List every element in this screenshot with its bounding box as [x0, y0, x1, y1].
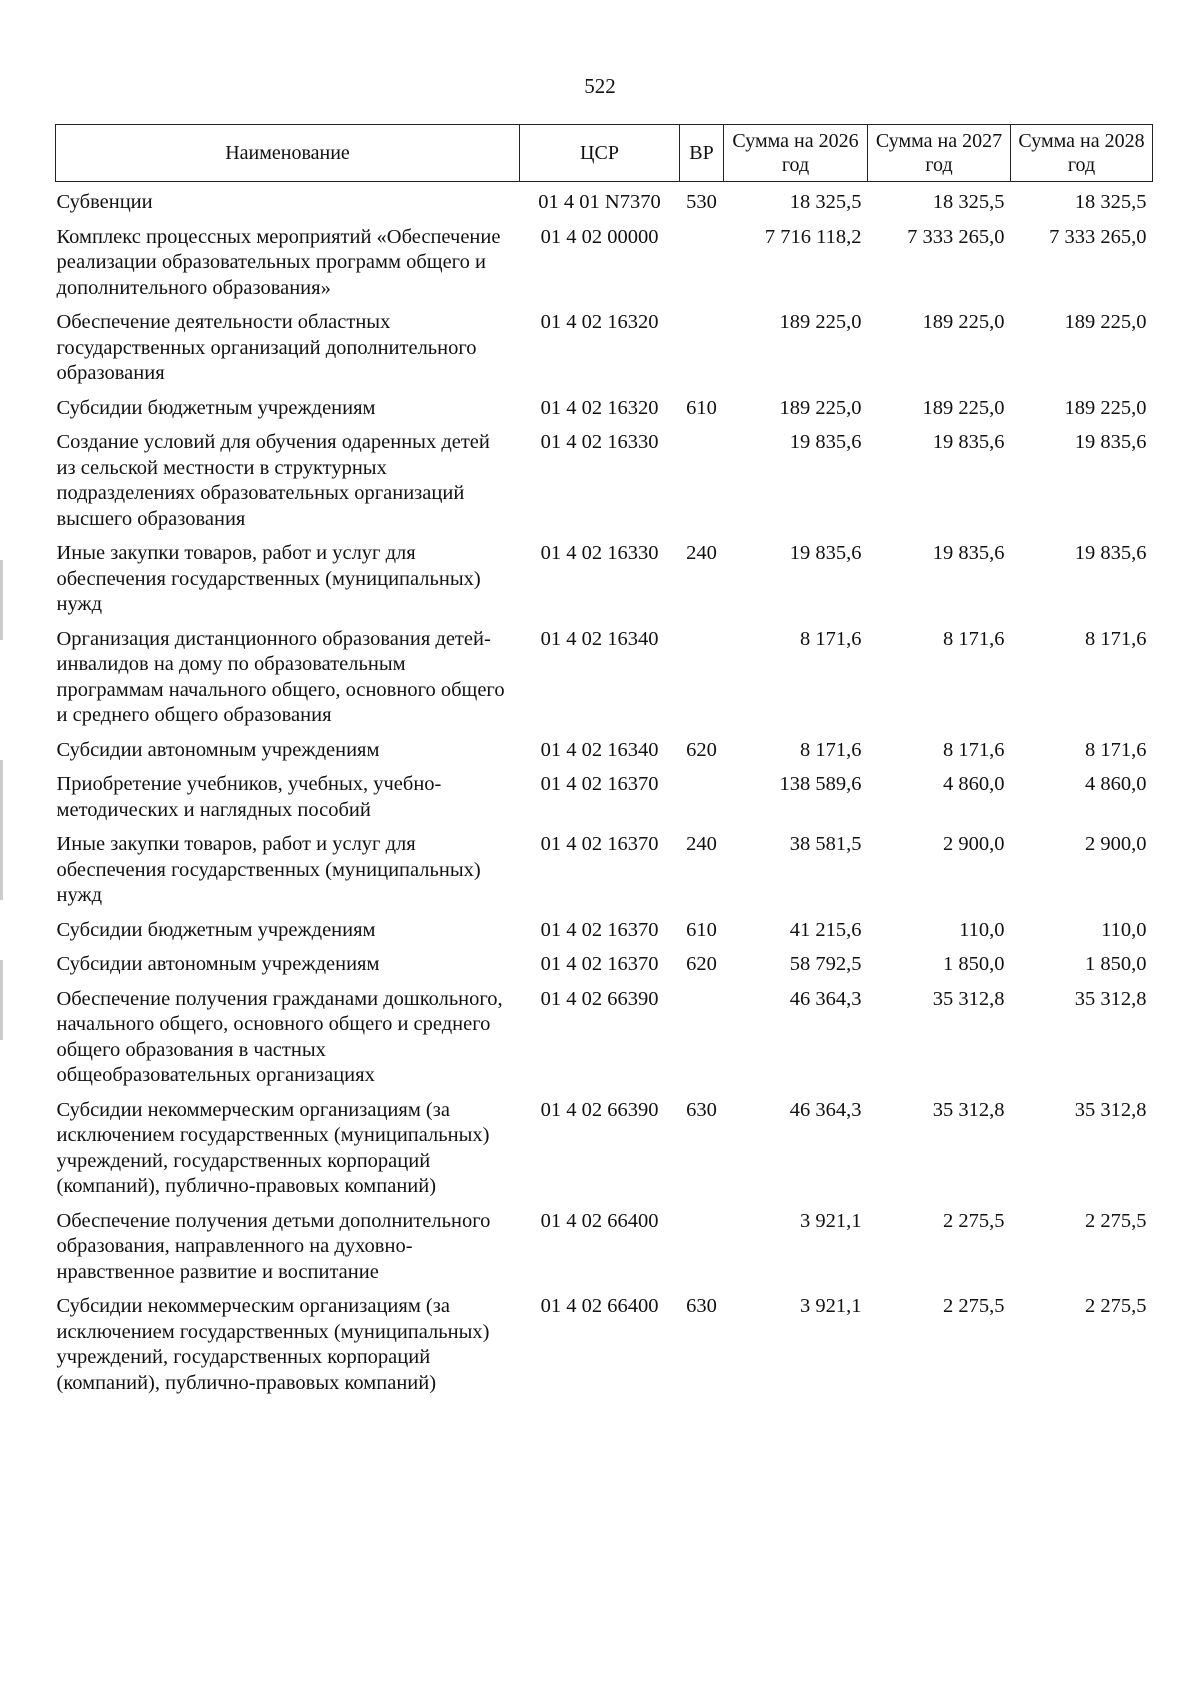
- cell-name: Субсидии автономным учреждениям: [56, 738, 380, 761]
- cell-sum-2027: 2 275,5: [943, 1209, 1005, 1232]
- cell-vr: [680, 984, 724, 1095]
- table-row: [56, 427, 1153, 538]
- cell-sum-2026: 18 325,5: [789, 191, 862, 213]
- table-row: [56, 182, 1153, 222]
- cell-csr: 01 4 02 16340: [540, 627, 659, 650]
- cell-sum-2027: 2 275,5: [943, 1295, 1005, 1317]
- cell-sum-2026: 46 364,3: [789, 987, 862, 1010]
- cell-vr: [680, 307, 724, 393]
- cell-vr: 620: [686, 738, 717, 761]
- header-name: Наименование: [56, 125, 520, 182]
- cell-sum-2027: 2 900,0: [943, 833, 1005, 855]
- cell-sum-2026: 8 171,6: [800, 738, 862, 761]
- table-row: [56, 222, 1153, 308]
- cell-sum-2027: 19 835,6: [932, 431, 1005, 453]
- cell-csr: 01 4 02 16370: [540, 953, 659, 975]
- cell-vr: [680, 1206, 724, 1292]
- cell-name: Субсидии некоммерческим организациям (за исключением государственных (муниципальных) учреждений, государственных корпораций (компаний), публично-правовых компаний): [56, 1295, 490, 1394]
- cell-sum-2027: 1 850,0: [943, 953, 1005, 975]
- cell-sum-2026: 46 364,3: [789, 1098, 862, 1121]
- cell-vr: 240: [686, 542, 717, 564]
- table-row: [56, 984, 1153, 1095]
- cell-sum-2028: 18 325,5: [1074, 191, 1147, 213]
- cell-sum-2028: 189 225,0: [1064, 396, 1147, 419]
- cell-sum-2028: 2 275,5: [1085, 1295, 1147, 1317]
- cell-name: Обеспечение получения детьми дополнительного образования, направленного на духовно-нравственное развитие и воспитание: [56, 1209, 491, 1283]
- table-body: [56, 182, 1153, 1403]
- cell-sum-2026: 189 225,0: [779, 311, 862, 333]
- cell-vr: [680, 427, 724, 538]
- table-row: [56, 1291, 1153, 1402]
- cell-sum-2026: 19 835,6: [789, 542, 862, 564]
- cell-csr: 01 4 02 16370: [540, 918, 659, 941]
- cell-sum-2027: 7 333 265,0: [907, 225, 1005, 248]
- header-sum-2028: Сумма на 2028 год: [1011, 125, 1153, 182]
- cell-name: Организация дистанционного образования детей-инвалидов на дому по образовательным программам начального общего, основного общего и среднего общего образования: [56, 627, 505, 726]
- table-row: [56, 735, 1153, 770]
- cell-name: Создание условий для обучения одаренных детей из сельской местности в структурных подразделениях образовательных организаций высшего образования: [56, 431, 490, 530]
- cell-name: Комплекс процессных мероприятий «Обеспечение реализации образовательных программ общего и дополнительного образования»: [56, 225, 501, 299]
- cell-csr: 01 4 01 N7370: [538, 191, 661, 213]
- cell-vr: [680, 222, 724, 308]
- cell-csr: 01 4 02 66390: [540, 1098, 659, 1121]
- table-row: [56, 538, 1153, 624]
- cell-sum-2027: 8 171,6: [943, 738, 1005, 761]
- cell-sum-2027: 4 860,0: [943, 773, 1005, 795]
- table-row: [56, 1206, 1153, 1292]
- cell-sum-2026: 8 171,6: [800, 627, 862, 650]
- cell-sum-2028: 19 835,6: [1074, 542, 1147, 564]
- cell-sum-2027: 35 312,8: [932, 987, 1005, 1010]
- cell-csr: 01 4 02 16370: [540, 833, 659, 855]
- cell-vr: 620: [686, 953, 717, 975]
- cell-sum-2027: 35 312,8: [932, 1098, 1005, 1121]
- cell-sum-2028: 35 312,8: [1074, 987, 1147, 1010]
- cell-sum-2028: 35 312,8: [1074, 1098, 1147, 1121]
- cell-sum-2026: 3 921,1: [800, 1209, 862, 1232]
- cell-sum-2027: 189 225,0: [922, 311, 1005, 333]
- cell-name: Обеспечение деятельности областных государственных организаций дополнительного образования: [56, 311, 477, 384]
- cell-name: Субвенции: [56, 191, 153, 213]
- scan-edge-mark: [0, 960, 3, 1040]
- cell-sum-2026: 41 215,6: [789, 918, 862, 941]
- cell-name: Обеспечение получения гражданами дошкольного, начального общего, основного общего и среднего общего образования в частных общеобразовательных организациях: [56, 987, 503, 1086]
- cell-sum-2028: 7 333 265,0: [1049, 225, 1147, 248]
- cell-sum-2027: 110,0: [959, 918, 1005, 941]
- cell-csr: 01 4 02 16340: [540, 738, 659, 761]
- cell-sum-2028: 110,0: [1101, 918, 1147, 941]
- scan-edge-mark: [0, 760, 3, 900]
- cell-vr: 530: [686, 191, 717, 213]
- cell-sum-2028: 8 171,6: [1085, 627, 1147, 650]
- cell-sum-2027: 8 171,6: [943, 627, 1005, 650]
- cell-sum-2028: 4 860,0: [1085, 773, 1147, 795]
- cell-name: Субсидии некоммерческим организациям (за исключением государственных (муниципальных) учреждений, государственных корпораций (компаний), публично-правовых компаний): [56, 1098, 490, 1197]
- cell-vr: 240: [686, 833, 717, 855]
- cell-vr: 610: [686, 396, 717, 419]
- table-row: [56, 829, 1153, 915]
- header-sum-2026: Сумма на 2026 год: [724, 125, 868, 182]
- cell-csr: 01 4 02 16370: [540, 773, 659, 795]
- cell-sum-2028: 8 171,6: [1085, 738, 1147, 761]
- budget-table: [55, 124, 1153, 1402]
- cell-name: Иные закупки товаров, работ и услуг для обеспечения государственных (муниципальных) нужд: [56, 833, 481, 906]
- cell-sum-2026: 138 589,6: [779, 773, 862, 795]
- cell-vr: 630: [686, 1098, 717, 1121]
- cell-sum-2027: 19 835,6: [932, 542, 1005, 564]
- cell-csr: 01 4 02 16330: [540, 431, 659, 453]
- table-header-row: [56, 125, 1153, 182]
- cell-csr: 01 4 02 66390: [540, 987, 659, 1010]
- cell-sum-2026: 3 921,1: [800, 1295, 862, 1317]
- cell-csr: 01 4 02 66400: [540, 1209, 659, 1232]
- scan-edge-mark: [0, 560, 3, 640]
- table-row: [56, 915, 1153, 950]
- cell-vr: 610: [686, 918, 717, 941]
- cell-sum-2028: 19 835,6: [1074, 431, 1147, 453]
- table-row: [56, 307, 1153, 393]
- cell-name: Субсидии бюджетным учреждениям: [56, 918, 376, 941]
- cell-sum-2026: 58 792,5: [789, 953, 862, 975]
- header-vr: ВР: [680, 125, 724, 182]
- page-number: 522: [584, 74, 616, 98]
- cell-sum-2026: 38 581,5: [789, 833, 862, 855]
- cell-sum-2028: 2 275,5: [1085, 1209, 1147, 1232]
- cell-vr: [680, 624, 724, 735]
- cell-csr: 01 4 02 00000: [540, 225, 659, 248]
- cell-csr: 01 4 02 66400: [540, 1295, 659, 1317]
- cell-name: Иные закупки товаров, работ и услуг для обеспечения государственных (муниципальных) нужд: [56, 542, 481, 615]
- cell-csr: 01 4 02 16330: [540, 542, 659, 564]
- table-row: [56, 949, 1153, 984]
- table-row: [56, 624, 1153, 735]
- cell-sum-2028: 189 225,0: [1064, 311, 1147, 333]
- header-csr: ЦСР: [520, 125, 680, 182]
- header-sum-2027: Сумма на 2027 год: [868, 125, 1011, 182]
- table-row: [56, 393, 1153, 428]
- cell-name: Приобретение учебников, учебных, учебно-методических и наглядных пособий: [56, 773, 442, 821]
- cell-vr: [680, 769, 724, 829]
- cell-sum-2026: 19 835,6: [789, 431, 862, 453]
- cell-sum-2028: 2 900,0: [1085, 833, 1147, 855]
- cell-sum-2027: 18 325,5: [932, 191, 1005, 213]
- cell-name: Субсидии автономным учреждениям: [56, 953, 380, 975]
- cell-vr: 630: [686, 1295, 717, 1317]
- cell-name: Субсидии бюджетным учреждениям: [56, 396, 376, 419]
- cell-sum-2028: 1 850,0: [1085, 953, 1147, 975]
- cell-sum-2026: 189 225,0: [779, 396, 862, 419]
- cell-csr: 01 4 02 16320: [540, 311, 659, 333]
- cell-sum-2027: 189 225,0: [922, 396, 1005, 419]
- table-row: [56, 769, 1153, 829]
- cell-csr: 01 4 02 16320: [540, 396, 659, 419]
- cell-sum-2026: 7 716 118,2: [764, 225, 862, 248]
- table-row: [56, 1095, 1153, 1206]
